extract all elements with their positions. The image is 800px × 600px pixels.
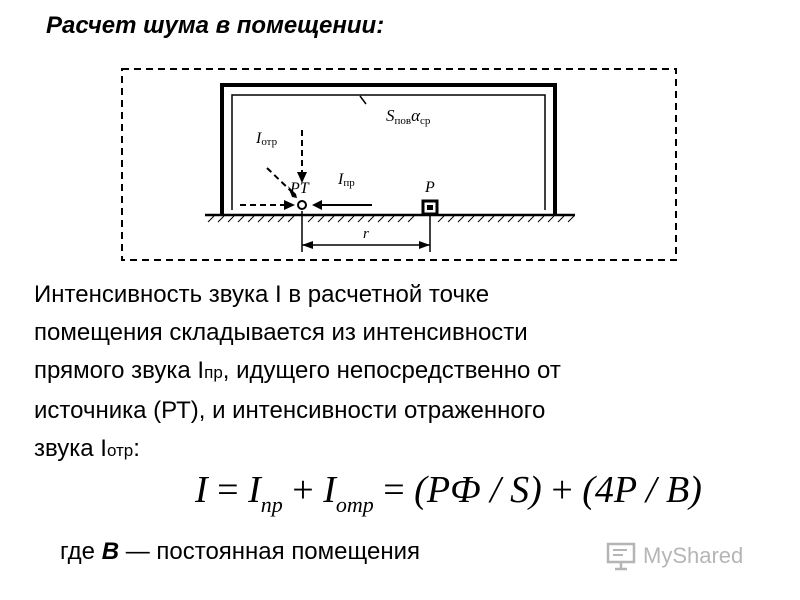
reflected-intensity-label: Iотр [256, 130, 278, 148]
description-paragraph [34, 276, 774, 470]
watermark-text: MyShared [643, 543, 744, 568]
watermark [605, 536, 743, 576]
surface-absorption-label: Sповαср [386, 106, 431, 127]
floor-hatching [208, 216, 574, 222]
intensity-formula: $I = I_{пр} + I_{отр} = (PФ / S) + (4P / B)$ [195, 469, 702, 517]
dashed-boundary [122, 69, 676, 260]
room-walls [222, 85, 555, 215]
source-label: P [425, 179, 435, 196]
noise-source-marker [423, 201, 437, 214]
direct-intensity-label: Iпр [338, 171, 355, 189]
paragraph-line: Интенсивность звука I в расчетной точке [34, 281, 490, 308]
distance-label: r [363, 226, 369, 242]
calculation-point-label: РТ [290, 180, 309, 197]
presentation-board-icon [605, 540, 637, 572]
paragraph-line: источника (РТ), и интенсивности отраженного [34, 397, 546, 424]
paragraph-line: звука Iотр: [34, 435, 140, 462]
slide-title: Расчет шума в помещении: [46, 12, 385, 39]
paragraph-line: прямого звука Iпр, идущего непосредственно от [34, 357, 561, 384]
paragraph-line: помещения складывается из интенсивности [34, 319, 528, 346]
calculation-point-marker [298, 201, 306, 209]
footer-definition: где В — постоянная помещения [60, 538, 420, 565]
ceiling-pointer [360, 96, 366, 104]
